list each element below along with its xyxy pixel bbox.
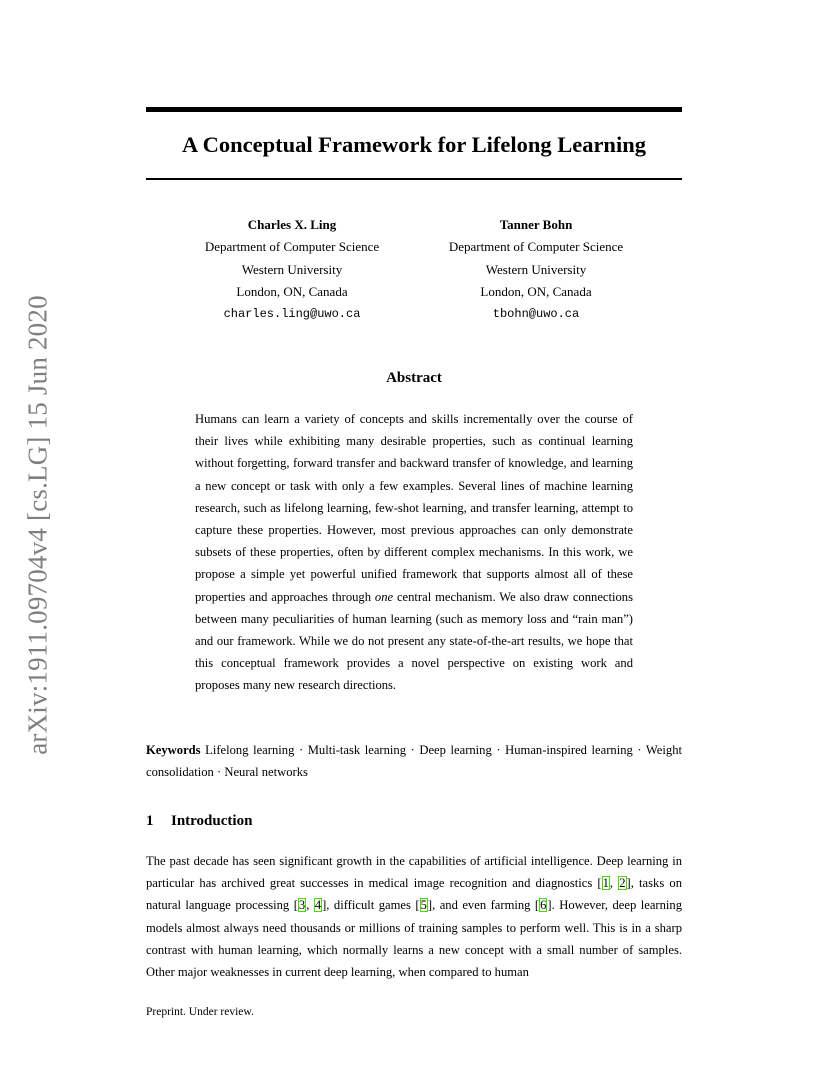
- footer-note: Preprint. Under review.: [146, 1006, 254, 1018]
- abstract-text-part: central mechanism. We also draw connections between many peculiarities of human learning (such as memory loss and “rain man”) and our framework. While we do not present any state-of-the-art results, we hope that this conceptual framework provides a novel perspective on existing work and proposes many new research directions.: [195, 589, 633, 693]
- section-title: Introduction: [171, 813, 253, 829]
- arxiv-identifier-stamp: arXiv:1911.09704v4 [cs.LG] 15 Jun 2020: [22, 295, 53, 755]
- citation-link[interactable]: 1: [602, 876, 609, 891]
- author-email[interactable]: charles.ling@uwo.ca: [223, 307, 361, 322]
- abstract-text: [195, 408, 633, 697]
- author-name: Tanner Bohn: [499, 217, 573, 232]
- section-number: 1: [146, 813, 154, 829]
- author-location: London, ON, Canada: [236, 283, 348, 299]
- title-rule-top: [146, 107, 682, 112]
- citation-link[interactable]: 3: [298, 898, 306, 913]
- title-rule-bottom: [146, 178, 682, 180]
- intro-text: ]. However, deep learning models almost always need thousands or millions of training samples to perform well. This is in a sharp contrast with human learning, which normally learns a new concept with a small number of samples. Other major weaknesses in current deep learning, when compared to human: [146, 898, 683, 980]
- introduction-paragraph: [146, 850, 682, 983]
- intro-text: ,: [306, 898, 314, 913]
- author-department: Department of Computer Science: [204, 239, 380, 255]
- citation-link[interactable]: 2: [619, 876, 626, 891]
- author-department: Department of Computer Science: [448, 239, 624, 255]
- paper-title: A Conceptual Framework for Lifelong Learning: [182, 132, 646, 157]
- author-block-1: [174, 214, 410, 325]
- author-name: Charles X. Ling: [247, 217, 337, 232]
- intro-text: ,: [609, 876, 619, 891]
- intro-text: ], tasks on natural language processing [: [146, 876, 682, 913]
- abstract-heading: Abstract: [386, 370, 442, 386]
- intro-text: The past decade has seen significant growth in the capabilities of artificial intelligence. Deep learning in particular has archived great successes in medical image recognition and diagnostics [: [146, 854, 682, 891]
- abstract-text-part: Humans can learn a variety of concepts and skills incrementally over the course of their lives while exhibiting many desirable properties, such as continual learning without forgetting, forward transfer and backward transfer of knowledge, and learning a new concept or task with only a few examples. Several lines of machine learning research, such as lifelong learning, few-shot learning, and transfer learning, attempt to capture these properties. However, most previous approaches can only demonstrate subsets of these properties, often by different complex mechanisms. In this work, we propose a simple yet powerful unified framework that supports almost all of these properties and approaches through: [195, 412, 633, 604]
- abstract-emphasis: one: [374, 589, 394, 604]
- author-university: Western University: [241, 261, 343, 277]
- citation-link[interactable]: 4: [314, 898, 322, 913]
- keywords-list: Lifelong learning · Multi-task learning · Deep learning · Human-inspired learning · Weight consolidation · Neural networks: [146, 743, 682, 780]
- citation-link[interactable]: 6: [540, 898, 547, 913]
- intro-text: ], and even farming [: [427, 898, 540, 913]
- section-heading-introduction: [146, 810, 682, 832]
- author-university: Western University: [485, 261, 587, 277]
- keywords-paragraph: [146, 739, 682, 783]
- citation-link[interactable]: 5: [420, 898, 427, 913]
- keywords-label: Keywords: [146, 743, 201, 757]
- author-block-2: [418, 214, 654, 325]
- author-location: London, ON, Canada: [480, 283, 592, 299]
- intro-text: ], difficult games [: [322, 898, 420, 913]
- author-email[interactable]: tbohn@uwo.ca: [492, 307, 580, 322]
